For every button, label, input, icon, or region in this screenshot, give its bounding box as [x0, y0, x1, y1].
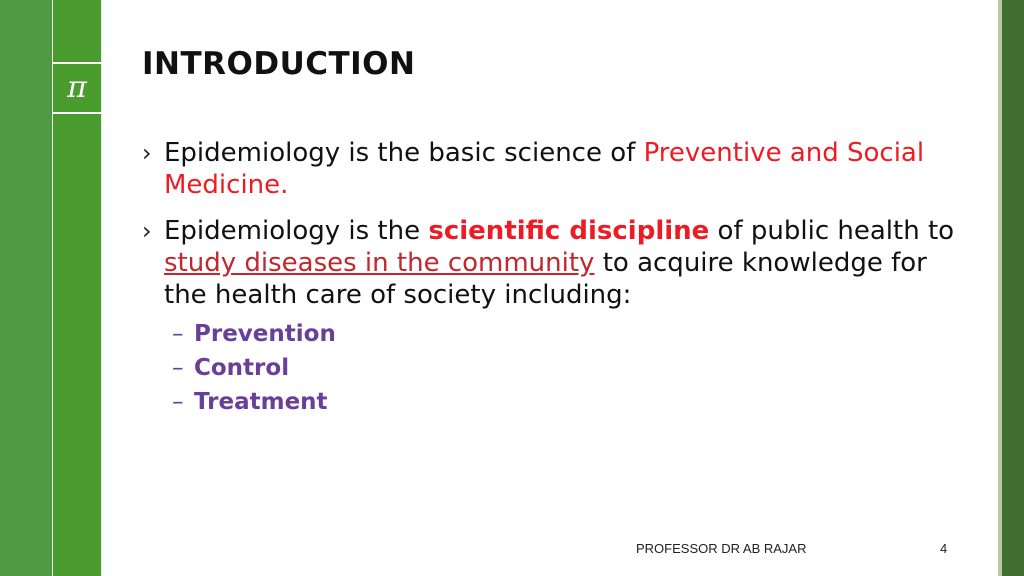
- bullet-item: [142, 137, 962, 201]
- left-border-bar: [0, 0, 52, 576]
- bullet-item: [142, 215, 962, 311]
- bullet-text: Epidemiology is the basic science of: [164, 138, 644, 168]
- sub-item-label: Control: [194, 355, 290, 381]
- sub-item-control: [172, 351, 962, 385]
- pi-icon: π: [67, 70, 87, 105]
- bullet-marker: ›: [142, 139, 152, 167]
- bullet-text: to acquire knowledge for the health care of society including:: [164, 248, 927, 310]
- sub-marker: –: [172, 355, 184, 381]
- bullet-bold-highlight: scientific discipline: [428, 216, 710, 246]
- bullet-text: Epidemiology is the: [164, 216, 429, 246]
- bullet-text: of public health to: [709, 216, 955, 246]
- pi-icon-box: [52, 62, 102, 114]
- bullet-link[interactable]: study diseases in the community: [164, 248, 595, 278]
- slide-title: INTRODUCTION: [142, 46, 416, 82]
- sub-item-label: Prevention: [194, 321, 336, 347]
- page-number: 4: [940, 541, 948, 556]
- bullet-marker: ›: [142, 217, 152, 245]
- sub-item-treatment: [172, 385, 962, 419]
- sub-item-prevention: [172, 317, 962, 351]
- sub-marker: –: [172, 321, 184, 347]
- sub-list: [142, 317, 962, 419]
- sub-item-label: Treatment: [194, 389, 328, 415]
- bullet-highlight: Preventive and Social Medicine.: [164, 138, 925, 200]
- footer-author: PROFESSOR DR AB RAJAR: [636, 541, 807, 556]
- sub-marker: –: [172, 389, 184, 415]
- right-border-bar: [1002, 0, 1024, 576]
- slide-content: [142, 137, 962, 419]
